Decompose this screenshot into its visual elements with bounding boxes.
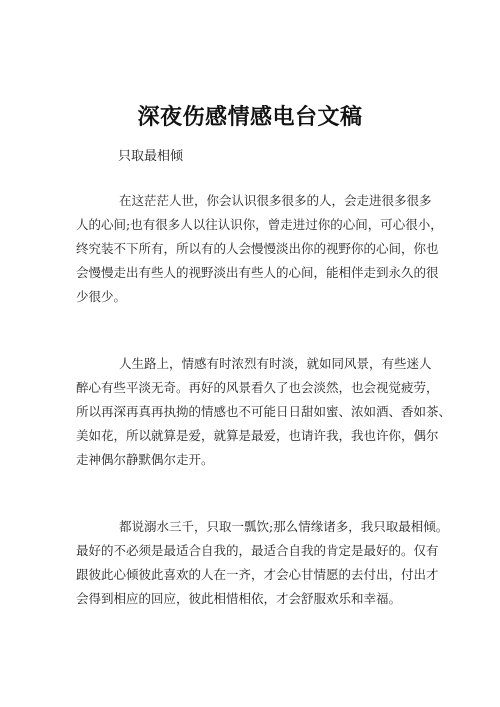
paragraph-line: 都说溺水三千，只取一瓢饮;那么情缘诸多，我只取最相倾。 (119, 519, 449, 534)
paragraph-line: 美如花，所以就算是爱，就算是最爱，也请许我，我也许你，偶尔 (76, 428, 439, 443)
paragraph-line: 终究装不下所有，所以有的人会慢慢淡出你的视野你的心间，你也 (76, 241, 439, 256)
paragraph-line: 会慢慢走出有些人的视野淡出有些人的心间，能相伴走到永久的很 (76, 265, 439, 280)
paragraph-line: 人的心间;也有很多人以往认识你，曾走进过你的心间，可心很小， (76, 217, 443, 232)
paragraph-line: 最好的不必须是最适合自我的，最适合自我的肯定是最好的。仅有 (76, 543, 439, 558)
paragraph-line: 会得到相应的回应，彼此相惜相依，才会舒服欢乐和幸福。 (76, 591, 402, 606)
paragraph-1 (76, 189, 443, 309)
paragraph-3 (76, 515, 449, 611)
paragraph-line: 醉心有些平淡无奇。再好的风景看久了也会淡然，也会视觉疲劳， (76, 380, 439, 395)
paragraph-line: 人生路上，情感有时浓烈有时淡，就如同风景，有些迷人 (119, 356, 432, 371)
paragraph-line: 所以再深再真再执拗的情感也不可能日日甜如蜜、浓如酒、香如茶、 (76, 404, 452, 419)
paragraph-line: 跟彼此心倾彼此喜欢的人在一齐，才会心甘情愿的去付出，付出才 (76, 567, 439, 582)
paragraph-line: 少很少。 (76, 289, 127, 304)
document-subtitle: 只取最相倾 (118, 149, 184, 164)
paragraph-line: 在这茫茫人世，你会认识很多很多的人，会走进很多很多 (119, 193, 432, 208)
paragraph-2 (76, 352, 452, 472)
paragraph-line: 走神偶尔静默偶尔走开。 (76, 452, 214, 467)
document-title: 深夜伤感情感电台文稿 (137, 105, 363, 130)
